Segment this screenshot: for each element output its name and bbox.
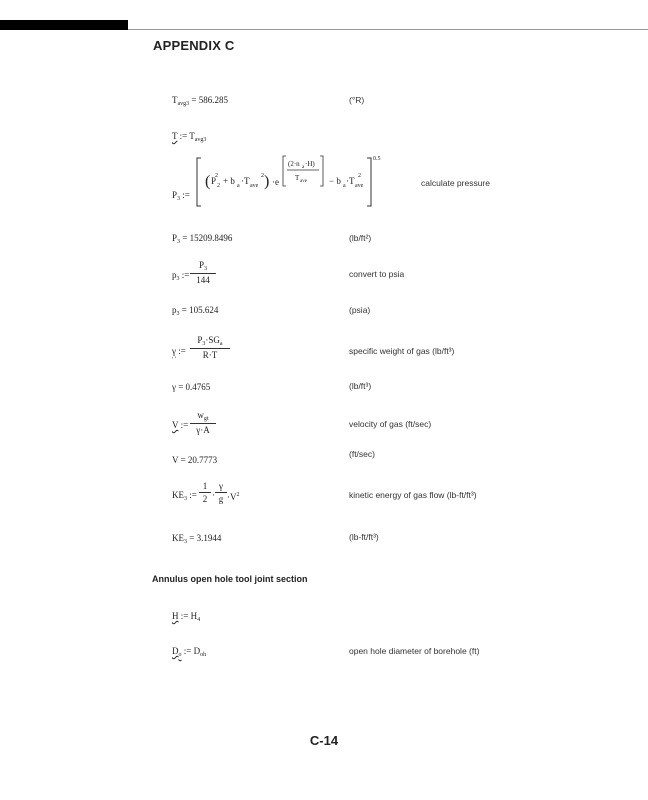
svg-text:a: a — [343, 183, 346, 189]
header-rule — [128, 29, 648, 30]
p3-pressure-equation — [195, 152, 395, 212]
p3psi-lhs: $p_3$ := — [172, 270, 190, 282]
svg-text:(2·n: (2·n — [288, 160, 300, 168]
ke-result: $KE_3 = 3.1944$ — [172, 533, 222, 545]
tavg-unit: (°R) — [349, 95, 365, 105]
ke-dot: · — [212, 490, 215, 500]
p3psi-fraction: $\frac{P_3}{144}$ — [190, 260, 216, 285]
svg-text:·T: ·T — [241, 176, 250, 186]
tavg-result: $T_{avg3} = 586.285$ — [172, 95, 228, 107]
ke-fraction-half: $\frac{1}{2}$ — [199, 481, 211, 504]
section-title: Annulus open hole tool joint section — [152, 574, 308, 584]
svg-text:− b: − b — [329, 176, 341, 186]
gamma-fraction: $P_3\cdot SG_a$ R·T — [190, 335, 230, 360]
svg-text:T: T — [295, 174, 300, 182]
p3-note: calculate pressure — [421, 178, 490, 188]
svg-text:P: P — [211, 176, 217, 186]
v-lhs: V := — [172, 420, 189, 430]
ke-note: kinetic energy of gas flow (lb-ft/ft³) — [349, 490, 477, 500]
page-number: C-14 — [309, 733, 339, 748]
p3-unit: (lb/ft²) — [349, 233, 372, 243]
svg-text:2: 2 — [261, 173, 264, 179]
svg-text:ave: ave — [355, 183, 364, 189]
ke-unit: (lb-ft/ft³) — [349, 532, 379, 542]
svg-text:): ) — [264, 173, 270, 190]
p3-result: $P_3 = 15209.8496$ — [172, 233, 233, 245]
v-unit: (ft/sec) — [349, 449, 375, 459]
svg-text:0.5: 0.5 — [373, 156, 381, 162]
v-result: V = 20.7773 — [172, 455, 218, 465]
ke-fraction-gamma-g: $\frac{\gamma}{g}$ — [215, 481, 227, 504]
v-note: velocity of gas (ft/sec) — [349, 419, 432, 429]
p3psi-note: convert to psia — [349, 269, 405, 279]
svg-text:a: a — [302, 165, 305, 170]
svg-text:a: a — [237, 183, 240, 189]
svg-text:2: 2 — [358, 173, 361, 179]
header-bar — [0, 20, 128, 30]
gamma-result: γ = 0.4765 — [172, 382, 211, 392]
gamma-unit: (lb/ft³) — [349, 381, 372, 391]
p3psi-result: $p_3 = 105.624$ — [172, 305, 219, 317]
svg-text:·T: ·T — [346, 176, 355, 186]
ke-lhs: $KE_3$ := — [172, 490, 197, 502]
svg-text:·e: ·e — [272, 177, 279, 187]
svg-text:ave: ave — [250, 183, 259, 189]
svg-text:+ b: + b — [223, 176, 235, 186]
h-assignment: H := $H_4$ — [172, 611, 201, 623]
d-assignment: $D_o$ := $D_{oh}$ — [172, 646, 207, 658]
gamma-lhs: γ := — [172, 346, 186, 356]
svg-text:·H): ·H) — [305, 160, 315, 168]
svg-text:2: 2 — [215, 173, 218, 179]
gamma-note: specific weight of gas (lb/ft³) — [349, 346, 455, 356]
d-note: open hole diameter of borehole (ft) — [349, 646, 480, 656]
v-fraction: $w_{gt}$ γ·A — [190, 410, 216, 435]
svg-text:ave: ave — [300, 179, 307, 184]
p3-lhs: $P_3$ := — [172, 190, 190, 202]
appendix-header: APPENDIX C — [153, 38, 235, 53]
svg-text:(: ( — [205, 173, 211, 190]
p3psi-unit: (psia) — [349, 305, 371, 315]
t-assignment: T := $T_{avg3}$ — [172, 131, 207, 143]
ke-velocity-term: $\cdot V^2$ — [227, 492, 240, 502]
svg-text:2: 2 — [217, 183, 220, 189]
